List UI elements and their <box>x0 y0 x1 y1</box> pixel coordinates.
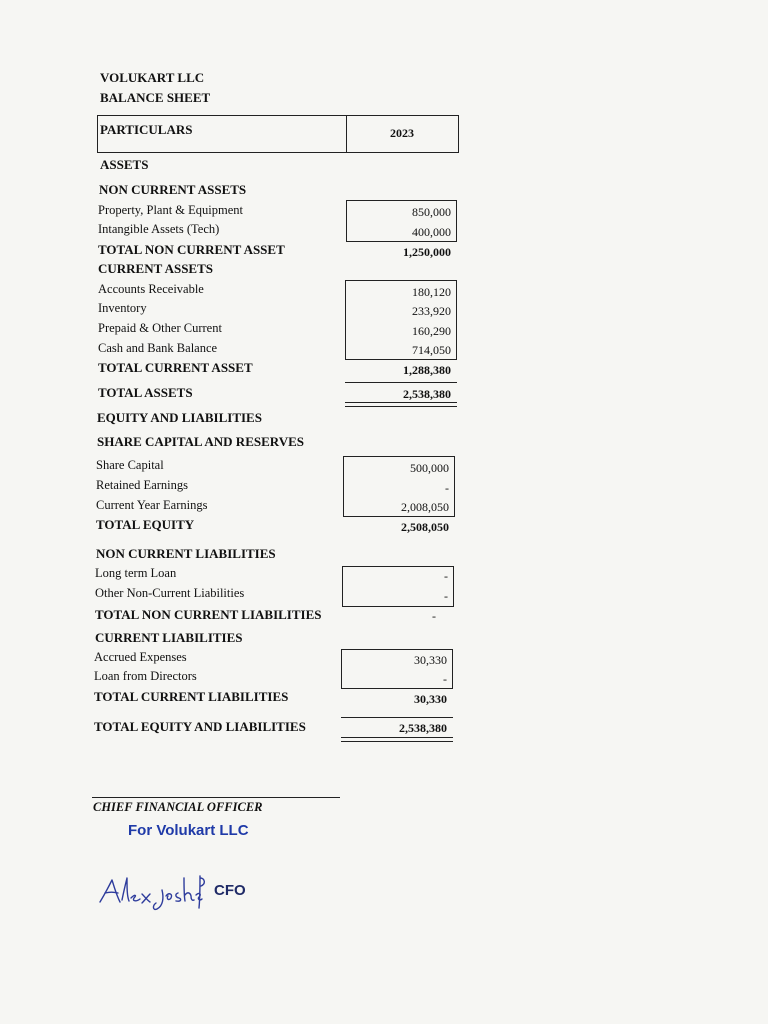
share-capital-reserves-title: SHARE CAPITAL AND RESERVES <box>97 434 304 449</box>
total-equity-liabilities-value: 2,538,380 <box>399 721 447 735</box>
line-item-label: Share Capital <box>96 458 164 472</box>
line-item-value: 500,000 <box>410 461 449 475</box>
line-item-value: 30,330 <box>414 653 447 667</box>
line-item-value: 400,000 <box>412 225 451 239</box>
total-equity-liabilities-label: TOTAL EQUITY AND LIABILITIES <box>94 719 306 734</box>
line-item-label: Accounts Receivable <box>98 282 204 296</box>
line-item-label: Prepaid & Other Current <box>98 321 222 335</box>
non-current-assets-title: NON CURRENT ASSETS <box>99 182 247 197</box>
total-value: 1,288,380 <box>403 363 451 377</box>
line-item-value: - <box>443 672 447 686</box>
current-assets-title: CURRENT ASSETS <box>98 261 214 276</box>
line-item-value: 850,000 <box>412 205 451 219</box>
signatory-title: CHIEF FINANCIAL OFFICER <box>93 800 263 814</box>
signature-rule <box>92 797 340 798</box>
total-label: TOTAL CURRENT ASSET <box>98 360 253 375</box>
line-item-value: 180,120 <box>412 285 451 299</box>
total-label: TOTAL CURRENT LIABILITIES <box>94 689 289 704</box>
line-item-value: 2,008,050 <box>401 500 449 514</box>
total-assets-double-rule <box>345 402 457 407</box>
header-divider <box>346 115 347 153</box>
company-stamp: For Volukart LLC <box>128 822 249 839</box>
total-assets-rule <box>345 382 457 383</box>
line-item-value: 714,050 <box>412 343 451 357</box>
total-assets-label: TOTAL ASSETS <box>98 385 193 400</box>
equity-liabilities-title: EQUITY AND LIABILITIES <box>97 410 262 425</box>
line-item-label: Other Non-Current Liabilities <box>95 586 245 600</box>
line-item-label: Loan from Directors <box>94 669 197 683</box>
total-equity-liabilities-rule <box>341 717 453 718</box>
assets-title: ASSETS <box>100 157 149 172</box>
total-equity-liabilities-double-rule <box>341 737 453 742</box>
total-value: 2,508,050 <box>401 520 449 534</box>
signature-icon <box>96 868 208 912</box>
company-name: VOLUKART LLC <box>100 70 205 85</box>
current-liabilities-title: CURRENT LIABILITIES <box>95 630 243 645</box>
line-item-label: Intangible Assets (Tech) <box>98 222 220 236</box>
line-item-label: Retained Earnings <box>96 478 188 492</box>
total-label: TOTAL EQUITY <box>96 517 195 532</box>
line-item-value: - <box>444 569 448 583</box>
total-label: TOTAL NON CURRENT ASSET <box>98 242 285 257</box>
statement-title: BALANCE SHEET <box>100 90 211 105</box>
line-item-label: Property, Plant & Equipment <box>98 203 244 217</box>
line-item-label: Accrued Expenses <box>94 650 187 664</box>
non-current-liabilities-title: NON CURRENT LIABILITIES <box>96 546 276 561</box>
line-item-label: Cash and Bank Balance <box>98 341 218 355</box>
total-value: 1,250,000 <box>403 245 451 259</box>
total-value: 30,330 <box>414 692 447 706</box>
total-assets-value: 2,538,380 <box>403 387 451 401</box>
line-item-label: Long term Loan <box>95 566 177 580</box>
line-item-label: Current Year Earnings <box>96 498 208 512</box>
line-item-label: Inventory <box>98 301 147 315</box>
line-item-value: 233,920 <box>412 304 451 318</box>
total-label: TOTAL NON CURRENT LIABILITIES <box>95 607 322 622</box>
particulars-header: PARTICULARS <box>100 122 193 137</box>
line-item-value: - <box>444 589 448 603</box>
total-value: - <box>432 609 436 623</box>
signature-role: CFO <box>214 882 246 899</box>
year-header: 2023 <box>390 126 414 140</box>
line-item-value: - <box>445 481 449 495</box>
line-item-value: 160,290 <box>412 324 451 338</box>
